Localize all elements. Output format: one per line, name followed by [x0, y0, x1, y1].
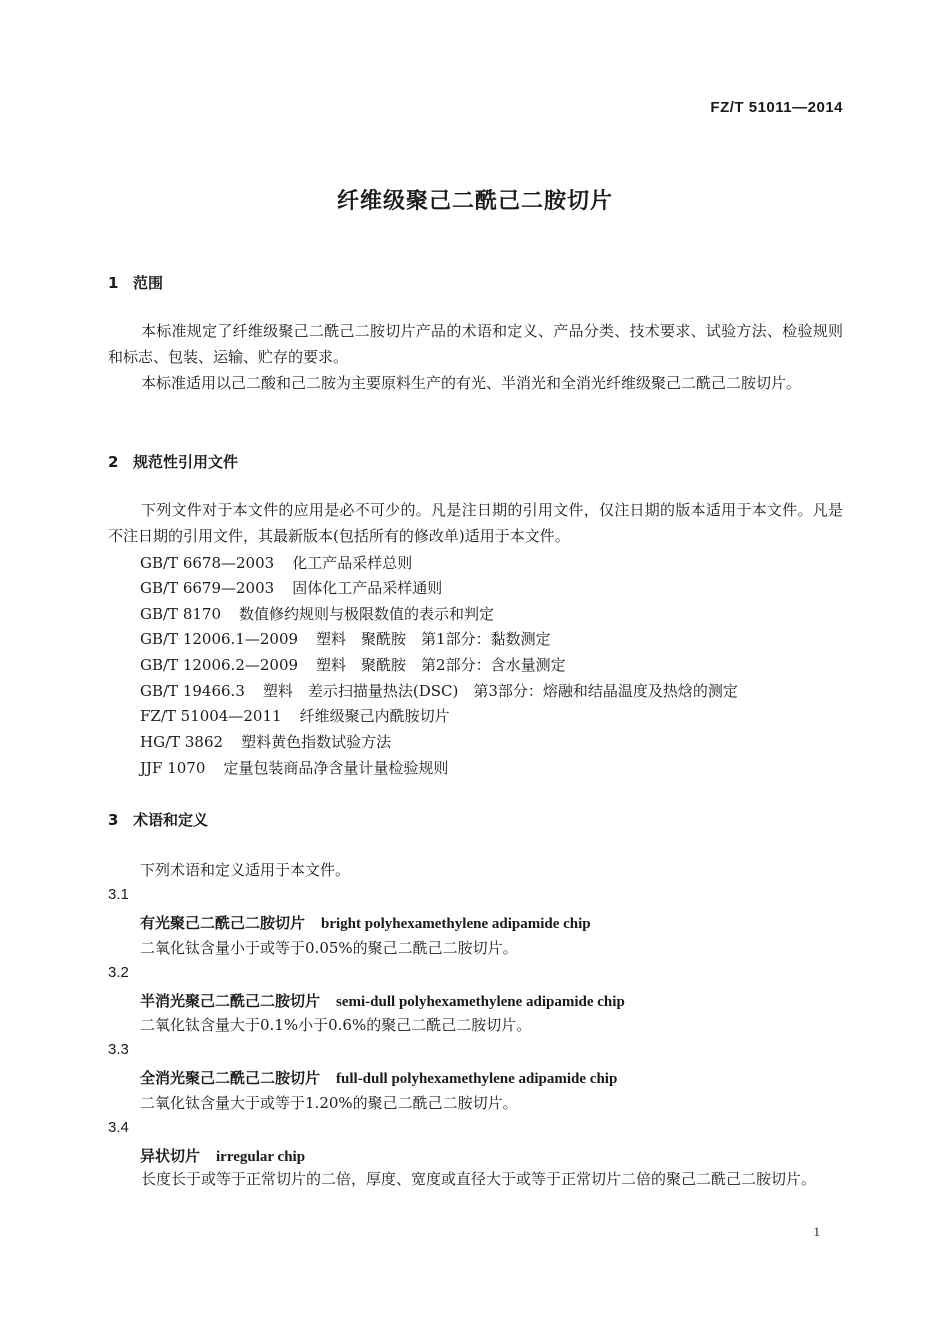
term-zh: 异状切片	[140, 1147, 201, 1165]
term-en: irregular chip	[216, 1149, 306, 1165]
term-zh: 半消光聚己二酰己二胺切片	[140, 992, 321, 1010]
reference-title: 塑料 聚酰胺 第1部分：黏数测定	[316, 630, 551, 648]
term-definition: 二氧化钛含量大于或等于1.20%的聚己二酰己二胺切片。	[140, 1094, 518, 1112]
reference-item	[140, 731, 391, 752]
reference-item	[140, 577, 442, 598]
section-title: 术语和定义	[133, 811, 209, 829]
reference-code: GB/T 6678—2003	[140, 554, 275, 572]
reference-code: JJF 1070	[140, 759, 206, 777]
scope-paragraph-1: 本标准规定了纤维级聚己二酰己二胺切片产品的术语和定义、产品分类、技术要求、试验方法、检验规则和标志、包装、运输、贮存的要求。	[108, 322, 843, 366]
reference-title: 化工产品采样总则	[292, 554, 413, 572]
standard-code: FZ/T 51011—2014	[710, 99, 843, 116]
reference-item	[140, 603, 494, 624]
reference-code: HG/T 3862	[140, 733, 224, 751]
reference-code: FZ/T 51004—2011	[140, 707, 282, 725]
clause-number: 3.2	[108, 964, 129, 981]
reference-title: 塑料 聚酰胺 第2部分：含水量测定	[316, 656, 566, 674]
scope-paragraph-2: 本标准适用以己二酸和己二胺为主要原料生产的有光、半消光和全消光纤维级聚己二酰己二胺切片。	[141, 374, 802, 392]
reference-item	[140, 654, 566, 675]
reference-title: 固体化工产品采样通则	[292, 579, 443, 597]
references-intro: 下列文件对于本文件的应用是必不可少的。凡是注日期的引用文件，仅注日期的版本适用于本文件。凡是不注日期的引用文件，其最新版本(包括所有的修改单)适用于本文件。	[108, 501, 843, 545]
reference-item	[140, 757, 448, 778]
clause-number: 3.4	[108, 1119, 129, 1136]
reference-title: 塑料 差示扫描量热法(DSC) 第3部分：熔融和结晶温度及热焓的测定	[262, 682, 738, 700]
term-zh: 全消光聚己二酰己二胺切片	[140, 1069, 321, 1087]
term-zh: 有光聚己二酰己二胺切片	[140, 914, 306, 932]
section-3-heading	[108, 809, 208, 830]
reference-item	[140, 680, 738, 701]
clause-number: 3.3	[108, 1041, 129, 1058]
term-definition: 二氧化钛含量小于或等于0.05%的聚己二酰己二胺切片。	[140, 939, 518, 957]
term-heading	[140, 990, 625, 1011]
term-en: semi-dull polyhexamethylene adipamide chip	[336, 994, 625, 1010]
term-heading	[140, 1067, 617, 1088]
terms-intro: 下列术语和定义适用于本文件。	[140, 861, 351, 879]
reference-item	[140, 552, 412, 573]
reference-title: 纤维级聚己内酰胺切片	[299, 707, 450, 725]
section-title: 范围	[133, 274, 164, 292]
section-number: 1	[108, 274, 119, 292]
term-heading	[140, 1145, 305, 1166]
term-heading	[140, 912, 591, 933]
reference-code: GB/T 19466.3	[140, 682, 245, 700]
reference-title: 数值修约规则与极限数值的表示和判定	[239, 605, 495, 623]
section-2-heading	[108, 451, 238, 472]
reference-item	[140, 705, 450, 726]
clause-number: 3.1	[108, 886, 129, 903]
section-number: 3	[108, 811, 119, 829]
reference-code: GB/T 12006.1—2009	[140, 630, 299, 648]
reference-code: GB/T 8170	[140, 605, 222, 623]
reference-item	[140, 628, 551, 649]
reference-title: 定量包装商品净含量计量检验规则	[223, 759, 449, 777]
page-number: 1	[813, 1224, 820, 1239]
reference-code: GB/T 6679—2003	[140, 579, 275, 597]
term-en: bright polyhexamethylene adipamide chip	[321, 916, 591, 932]
section-1-heading	[108, 272, 163, 293]
term-definition: 长度长于或等于正常切片的二倍，厚度、宽度或直径大于或等于正常切片二倍的聚己二酰己二胺切片。	[141, 1170, 817, 1188]
section-title: 规范性引用文件	[133, 453, 239, 471]
document-title: 纤维级聚己二酰己二胺切片	[336, 189, 613, 214]
reference-title: 塑料黄色指数试验方法	[241, 733, 392, 751]
section-number: 2	[108, 453, 119, 471]
term-en: full-dull polyhexamethylene adipamide chip	[336, 1071, 618, 1087]
term-definition: 二氧化钛含量大于0.1%小于0.6%的聚己二酰己二胺切片。	[140, 1016, 532, 1034]
reference-code: GB/T 12006.2—2009	[140, 656, 299, 674]
